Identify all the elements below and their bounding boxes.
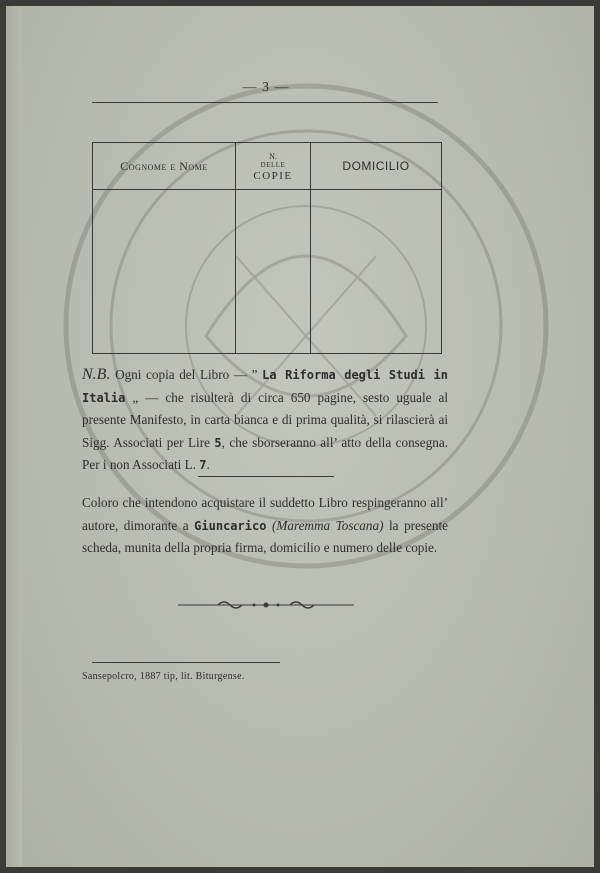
printer-note: Sansepolcro, 1887 tip, lit. Biturgense.: [82, 671, 245, 682]
page-number: — 3 —: [242, 80, 290, 95]
nb-label: N.B.: [82, 366, 111, 383]
nb-text-1: Ogni copia del Libro — ”: [110, 367, 263, 382]
column-header-address-label: DOMICILIO: [342, 159, 410, 173]
nb-text-3: , che sborseranno all’ atto della consegna. Per i non Associati L.: [82, 434, 448, 472]
copies-entry-cell[interactable]: [236, 190, 311, 354]
instructions-paragraph: [82, 492, 448, 560]
document-page: [6, 6, 594, 867]
nb-text-4: .: [206, 457, 210, 472]
nota-bene-paragraph: [82, 364, 448, 477]
column-header-copies-label: COPIE: [253, 169, 293, 182]
column-header-copies-n: N.: [269, 151, 277, 161]
section-divider: [198, 476, 334, 477]
header-rule: [92, 102, 438, 103]
column-header-copies: [236, 143, 311, 190]
column-header-address: [311, 143, 442, 190]
address-entry-cell[interactable]: [311, 190, 442, 354]
author-place-detail: (Maremma Toscana): [271, 517, 384, 533]
instructions-text-1: Coloro che intendono acquistare il suddetto Libro respingeranno all’ autore, dimorante a: [82, 495, 448, 533]
book-title: La Riforma degli Studi in Italia: [82, 368, 448, 405]
page-edge-shadow: [6, 6, 22, 867]
decorative-ornament: [178, 598, 354, 612]
instructions-text-2: la presente scheda, munita della propria firma, domicilio e numero delle copie.: [82, 517, 449, 555]
author-place: Giuncarico: [194, 518, 267, 533]
price-associati: 5: [214, 435, 222, 450]
footer-rule: [92, 662, 280, 663]
price-non-associati: 7: [199, 458, 207, 472]
column-header-name-label: Cognome e Nome: [120, 158, 208, 173]
name-entry-cell[interactable]: [93, 190, 236, 354]
column-header-copies-delle: DELLE: [260, 160, 286, 169]
column-header-name: [93, 143, 236, 190]
nb-text-2: „ — che risulterà di circa 650 pagine, sesto uguale al presente Manifesto, in carta bianca e di prima qualità, si rilascierà ai Sigg. Associati per Lire: [82, 389, 448, 450]
subscription-form-table: [92, 142, 442, 354]
